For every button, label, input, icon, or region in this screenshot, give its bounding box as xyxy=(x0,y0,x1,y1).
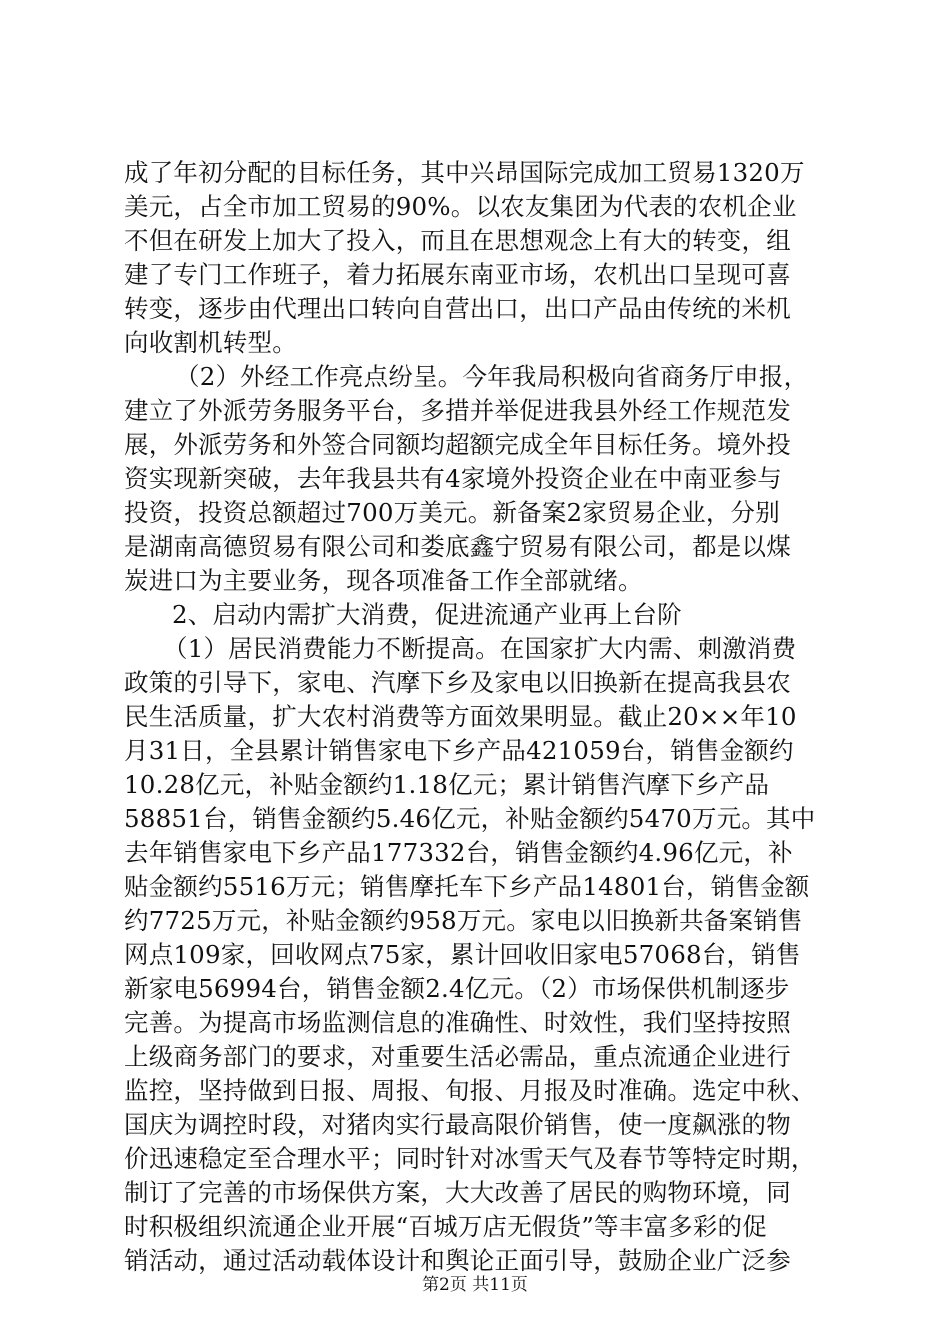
paragraph-line: 建立了外派劳务服务平台，多措并举促进我县外经工作规范发 xyxy=(124,396,791,425)
paragraph-line: 炭进口为主要业务，现各项准备工作全部就绪。 xyxy=(124,566,643,595)
paragraph-line: 是湖南高德贸易有限公司和娄底鑫宁贸易有限公司，都是以煤 xyxy=(124,532,791,561)
paragraph-line: 国庆为调控时段，对猪肉实行最高限价销售，使一度飙涨的物 xyxy=(124,1110,791,1139)
paragraph-line: 制订了完善的市场保供方案，大大改善了居民的购物环境，同 xyxy=(124,1178,791,1207)
paragraph-line: 成了年初分配的目标任务，其中兴昂国际完成加工贸易1320万 xyxy=(124,158,805,187)
paragraph-line: 上级商务部门的要求，对重要生活必需品，重点流通企业进行 xyxy=(124,1042,791,1071)
paragraph-line: 民生活质量，扩大农村消费等方面效果明显。截止20××年10 xyxy=(124,702,797,731)
paragraph-line: 政策的引导下，家电、汽摩下乡及家电以旧换新在提高我县农 xyxy=(124,668,791,697)
paragraph-line: 资实现新突破，去年我县共有4家境外投资企业在中南亚参与 xyxy=(124,464,782,493)
paragraph-line: 不但在研发上加大了投入，而且在思想观念上有大的转变，组 xyxy=(124,226,791,255)
paragraph-line: 58851台，销售金额约5.46亿元，补贴金额约5470万元。其中 xyxy=(124,804,816,833)
paragraph-line: 去年销售家电下乡产品177332台，销售金额约4.96亿元，补 xyxy=(124,838,793,867)
paragraph-line: 完善。为提高市场监测信息的准确性、时效性，我们坚持按照 xyxy=(124,1008,791,1037)
paragraph-line: 新家电56994台，销售金额2.4亿元。（2）市场保供机制逐步 xyxy=(124,974,790,1003)
paragraph-line: 向收割机转型。 xyxy=(124,328,297,357)
paragraph-line: 约7725万元，补贴金额约958万元。家电以旧换新共备案销售 xyxy=(124,906,803,935)
paragraph-line: 10.28亿元，补贴金额约1.18亿元；累计销售汽摩下乡产品 xyxy=(124,770,770,799)
paragraph-line: 投资，投资总额超过700万美元。新备案2家贸易企业，分别 xyxy=(124,498,780,527)
paragraph-line: 美元，占全市加工贸易的90%。以农友集团为代表的农机企业 xyxy=(124,192,797,221)
paragraph-line: 建了专门工作班子，着力拓展东南亚市场，农机出口呈现可喜 xyxy=(124,260,791,289)
paragraph-line: 时积极组织流通企业开展“百城万店无假货”等丰富多彩的促 xyxy=(124,1212,767,1241)
paragraph-line: 月31日，全县累计销售家电下乡产品421059台，销售金额约 xyxy=(124,736,794,765)
paragraph-line: （2）外经工作亮点纷呈。今年我局积极向省商务厅申报， xyxy=(175,362,809,391)
paragraph-line: 销活动，通过活动载体设计和舆论正面引导，鼓励企业广泛参 xyxy=(124,1246,791,1275)
paragraph-line: （1）居民消费能力不断提高。在国家扩大内需、刺激消费 xyxy=(163,634,797,663)
page-number-footer: 第2页 共11页 xyxy=(422,1275,528,1295)
paragraph-line: 贴金额约5516万元；销售摩托车下乡产品14801台，销售金额 xyxy=(124,872,810,901)
paragraph-line: 价迅速稳定至合理水平；同时针对冰雪天气及春节等特定时期， xyxy=(124,1144,816,1173)
section-heading: 2、启动内需扩大消费，促进流通产业再上台阶 xyxy=(172,600,682,629)
paragraph-line: 网点109家，回收网点75家，累计回收旧家电57068台，销售 xyxy=(124,940,801,969)
paragraph-line: 展，外派劳务和外签合同额均超额完成全年目标任务。境外投 xyxy=(124,430,791,459)
paragraph-line: 监控，坚持做到日报、周报、旬报、月报及时准确。选定中秋、 xyxy=(124,1076,816,1105)
paragraph-line: 转变，逐步由代理出口转向自营出口，出口产品由传统的米机 xyxy=(124,294,791,323)
